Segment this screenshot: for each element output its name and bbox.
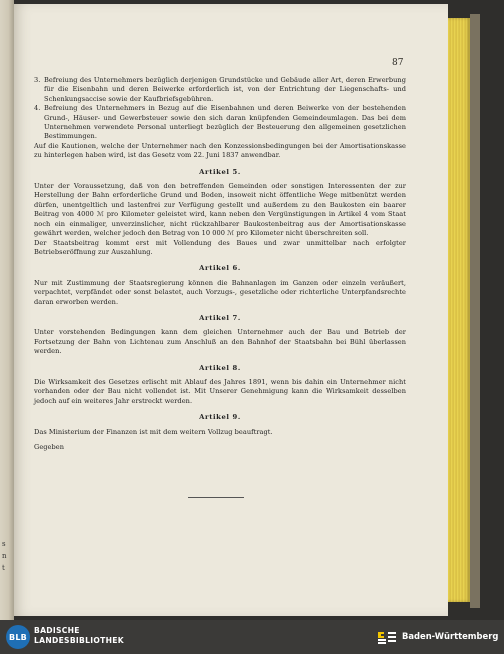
footer-banner — [0, 620, 504, 654]
library-name-line: LANDESBIBLIOTHEK — [34, 636, 124, 645]
article-heading: Artikel 8. — [199, 363, 241, 372]
state-name[interactable]: Baden-Württemberg — [402, 631, 499, 641]
item-number: 4. — [34, 104, 41, 113]
item-text: Befreiung des Unternehmers in Bezug auf die Eisenbahnen und deren Beiwerke von der bestehenden Grund-, Häuser- und Gewerbsteuer sowie den sich daran knüpfenden Gemeindeumlagen. Das bei dem Unternehmen verwendete Personal unterliegt bezüglich der Besteuerung den allgemeinen gesetzlichen Bestimmungen. — [44, 104, 406, 141]
item-number: 3. — [34, 76, 41, 84]
article-heading: Artikel 9. — [199, 413, 241, 422]
article-heading: Artikel 5. — [199, 167, 241, 176]
gilt-page-edge — [448, 18, 470, 602]
sign-off: Gegeben — [34, 443, 65, 451]
baden-wuerttemberg-lions-icon — [376, 628, 398, 646]
article-heading: Artikel 7. — [199, 313, 241, 322]
article-paragraph: Nur mit Zustimmung der Staatsregierung können die Bahnanlagen im Ganzen oder einzeln veräußert, verpachtet, verpfändet oder sonst belastet, auch Vorzugs-, gesetzliche oder richterliche Unterpfandsrechte daran erworben werden. — [34, 278, 406, 306]
library-name[interactable] — [34, 626, 124, 646]
margin-fragment: t — [2, 564, 5, 572]
article-paragraph: Die Wirksamkeit des Gesetzes erlischt mit Ablauf des Jahres 1891, wenn bis dahin ein Unternehmer nicht vorhanden oder der Bau nicht vollendet ist. Mit Unserer Genehmigung kann die Wirksamkeit desselben jedoch auf ein weiteres Jahr erstreckt werden. — [34, 377, 406, 405]
article-paragraph: Das Ministerium der Finanzen ist mit dem weitern Vollzug beauftragt. — [34, 427, 273, 436]
book-cover-edge — [470, 14, 480, 608]
numbered-item — [34, 104, 406, 142]
previous-page-edge — [0, 0, 14, 620]
page-number: 87 — [392, 58, 404, 68]
legal-text — [34, 76, 406, 452]
blb-logo-icon[interactable]: BLB — [6, 625, 30, 649]
numbered-item — [34, 76, 406, 104]
article-paragraph: Der Staatsbeitrag kommt erst mit Vollendung des Baues und zwar unmittelbar nach erfolgter Betriebseröffnung zur Auszahlung. — [34, 238, 406, 256]
margin-fragment: s — [2, 540, 6, 548]
margin-fragment: n — [2, 552, 7, 560]
article-heading: Artikel 6. — [199, 264, 241, 273]
library-name-line: BADISCHE — [34, 626, 80, 635]
item-text: Befreiung des Unternehmers bezüglich derjenigen Grundstücke und Gebäude aller Art, deren Erwerbung für die Eisenbahn und deren Beiwerke erforderlich ist, von der Entrichtung der Liegenschafts- und Schenkungsaccise sowie der Kaufbriefsgebühren. — [44, 76, 406, 103]
caution-paragraph: Auf die Kautionen, welche der Unternehmer nach den Konzessionsbedingungen bei der Amortisationskasse zu hinterlegen haben wird, ist das Gesetz vom 22. Juni 1837 anwendbar. — [34, 141, 406, 160]
closing-rule — [188, 497, 244, 498]
article-paragraph: Unter vorstehenden Bedingungen kann dem gleichen Unternehmer auch der Bau und Betrieb der Fortsetzung der Bahn von Lichtenau zum Anschluß an den Bahnhof der Staatsbahn bei Bühl überlassen werden. — [34, 328, 406, 356]
article-paragraph: Unter der Voraussetzung, daß von den betreffenden Gemeinden oder sonstigen Interessenten der zur Herstellung der Bahn erforderliche Grund und Boden, insoweit nicht öffentliche Wege mitbenützt werden dürfen, unentgeltlich und lastenfrei zur Verfügung gestellt und außerdem zu den Baukosten ein baarer Beitrag von 4000 ℳ pro Kilometer geleistet wird, kann neben den Vergünstigungen in Artikel 4 vom Staat noch ein einmaliger, unverzinslicher, nicht rückzahlbarer Baukostenbeitrag aus der Amortisationskasse gewährt werden, welcher jedoch den Betrag von 10 000 ℳ pro Kilometer nicht überschreiten soll. — [34, 182, 406, 238]
